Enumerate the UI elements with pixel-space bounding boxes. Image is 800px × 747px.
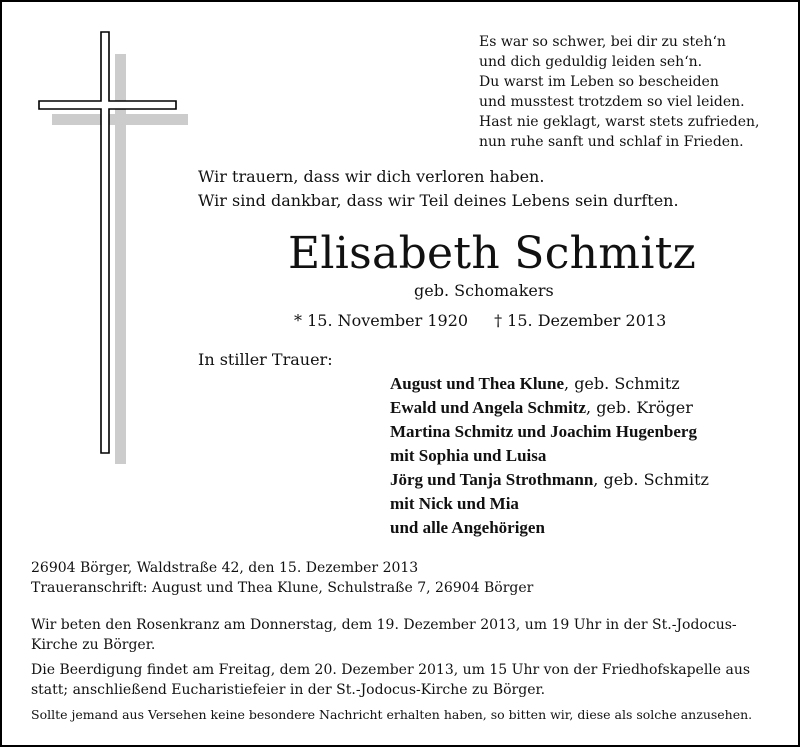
cross-outline [39, 32, 176, 453]
poem-line: Hast nie geklagt, warst stets zufrieden, [479, 114, 760, 130]
mourner-note: , geb. Schmitz [593, 470, 709, 489]
mourner-name: August und Thea Klune [390, 374, 565, 393]
poem-line: Es war so schwer, bei dir zu steh‘n [479, 34, 726, 50]
maiden-name: geb. Schomakers [414, 281, 554, 300]
address-line-1: 26904 Börger, Waldstraße 42, den 15. Dezember 2013 [31, 560, 419, 576]
death-date: † 15. Dezember 2013 [494, 311, 667, 330]
mourner-name: mit Sophia und Luisa [390, 446, 547, 465]
intro-line-2: Wir sind dankbar, dass wir Teil deines Lebens sein durften. [198, 191, 679, 210]
mourning-label: In stiller Trauer: [198, 350, 333, 369]
mourner-entry [390, 396, 790, 420]
poem-line: und musstest trotzdem so viel leiden. [479, 94, 745, 110]
birth-date: * 15. November 1920 [294, 311, 469, 330]
mourner-entry [390, 444, 790, 468]
poem-line: nun ruhe sanft und schlaf in Frieden. [479, 134, 744, 150]
poem [479, 32, 779, 152]
address-line-2: Traueranschrift: August und Thea Klune, Schulstraße 7, 26904 Börger [31, 580, 534, 596]
mourner-note: , geb. Schmitz [564, 374, 680, 393]
mourner-entry [390, 492, 790, 516]
mourner-entry [390, 516, 790, 540]
address-block [31, 558, 781, 598]
mourner-entry [390, 420, 790, 444]
rosary-announcement: Wir beten den Rosenkranz am Donnerstag, dem 19. Dezember 2013, um 19 Uhr in der St.-Jodocus-Kirche zu Börger. [31, 617, 737, 653]
mourner-note: , geb. Kröger [586, 398, 693, 417]
cross-icon [2, 2, 202, 472]
life-dates [294, 310, 666, 332]
mourner-entry [390, 372, 790, 396]
mourner-name: und alle Angehörigen [390, 518, 545, 537]
mourner-entry [390, 468, 790, 492]
mourner-name: Ewald und Angela Schmitz [390, 398, 587, 417]
burial-announcement: Die Beerdigung findet am Freitag, dem 20. Dezember 2013, um 15 Uhr von der Friedhofskapelle aus statt; anschließend Eucharistiefeier in der St.-Jodocus-Kirche zu Börger. [31, 662, 751, 698]
mourners-list [390, 372, 790, 540]
intro-line-1: Wir trauern, dass wir dich verloren haben. [198, 167, 545, 186]
mourner-name: Martina Schmitz und Joachim Hugenberg [390, 422, 697, 441]
mourner-name: mit Nick und Mia [390, 494, 519, 513]
cross-shadow-horizontal [52, 114, 188, 125]
intro-text [198, 165, 758, 213]
notice-text: Sollte jemand aus Versehen keine besondere Nachricht erhalten haben, so bitten wir, diese als solche anzusehen. [31, 707, 753, 722]
deceased-name: Elisabeth Schmitz [288, 228, 697, 279]
poem-line: Du warst im Leben so bescheiden [479, 74, 719, 90]
poem-line: und dich geduldig leiden seh‘n. [479, 54, 703, 70]
mourner-name: Jörg und Tanja Strothmann [390, 470, 594, 489]
